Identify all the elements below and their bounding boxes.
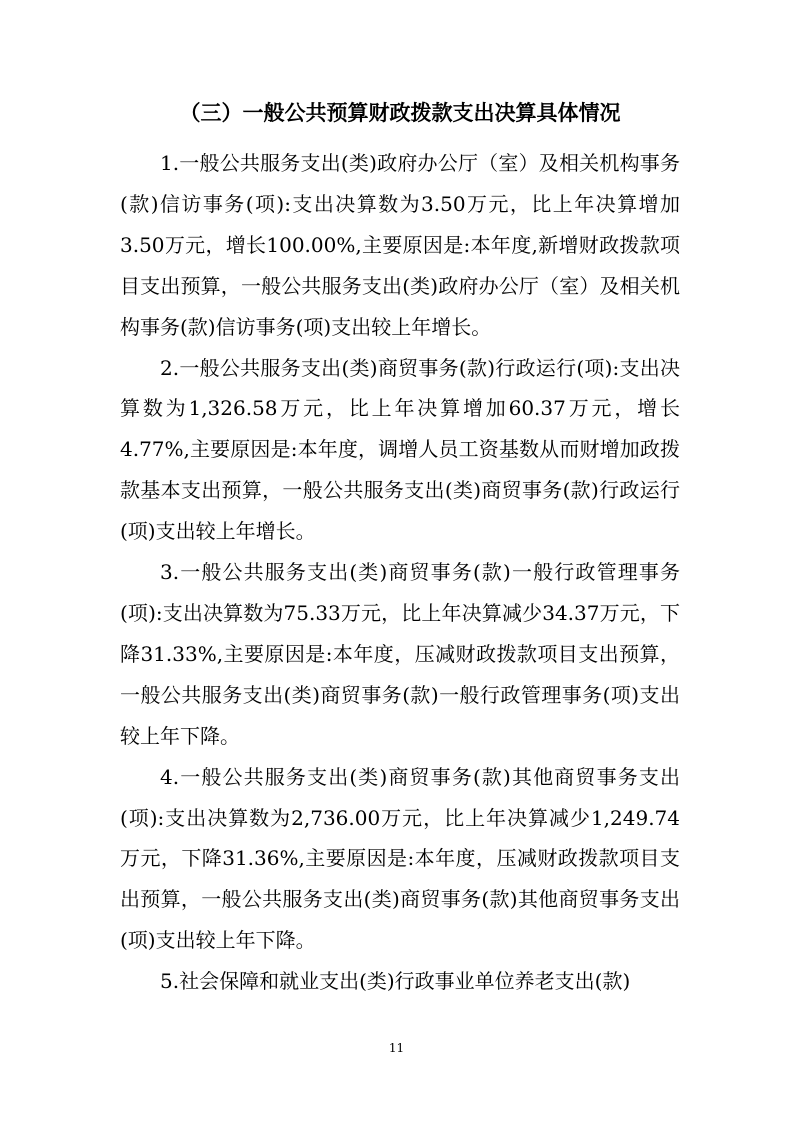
paragraph-3: 3.一般公共服务支出(类)商贸事务(款)一般行政管理事务(项):支出决算数为75.33万元，比上年决算减少34.37万元，下降31.33%,主要原因是:本年度，压减财政拨款项目支出预算，一般公共服务支出(类)商贸事务(款)一般行政管理事务(项)支出较上年下降。 bbox=[120, 560, 680, 748]
paragraph-4: 4.一般公共服务支出(类)商贸事务(款)其他商贸事务支出(项):支出决算数为2,736.00万元，比上年决算减少1,249.74万元，下降31.36%,主要原因是:本年度，压减财政拨款项目支出预算，一般公共服务支出(类)商贸事务(款)其他商贸事务支出(项)支出较上年下降。 bbox=[120, 764, 680, 953]
body-text bbox=[120, 143, 680, 1002]
section-heading: （三）一般公共预算财政拨款支出决算具体情况 bbox=[179, 101, 621, 125]
page-number: 11 bbox=[388, 1041, 405, 1055]
paragraph-2: 2.一般公共服务支出(类)商贸事务(款)行政运行(项):支出决算数为1,326.58万元，比上年决算增加60.37万元，增长4.77%,主要原因是:本年度，调增人员工资基数从而财增加政拨款基本支出预算，一般公共服务支出(类)商贸事务(款)行政运行(项)支出较上年增长。 bbox=[120, 355, 680, 544]
paragraph-5: 5.社会保障和就业支出(类)行政事业单位养老支出(款) bbox=[160, 969, 631, 994]
paragraph-1: 1.一般公共服务支出(类)政府办公厅（室）及相关机构事务(款)信访事务(项):支出决算数为3.50万元，比上年决算增加3.50万元，增长100.00%,主要原因是:本年度,新增财政拨款项目支出预算，一般公共服务支出(类)政府办公厅（室）及相关机构事务(款)信访事务(项)支出较上年增长。 bbox=[120, 151, 680, 339]
